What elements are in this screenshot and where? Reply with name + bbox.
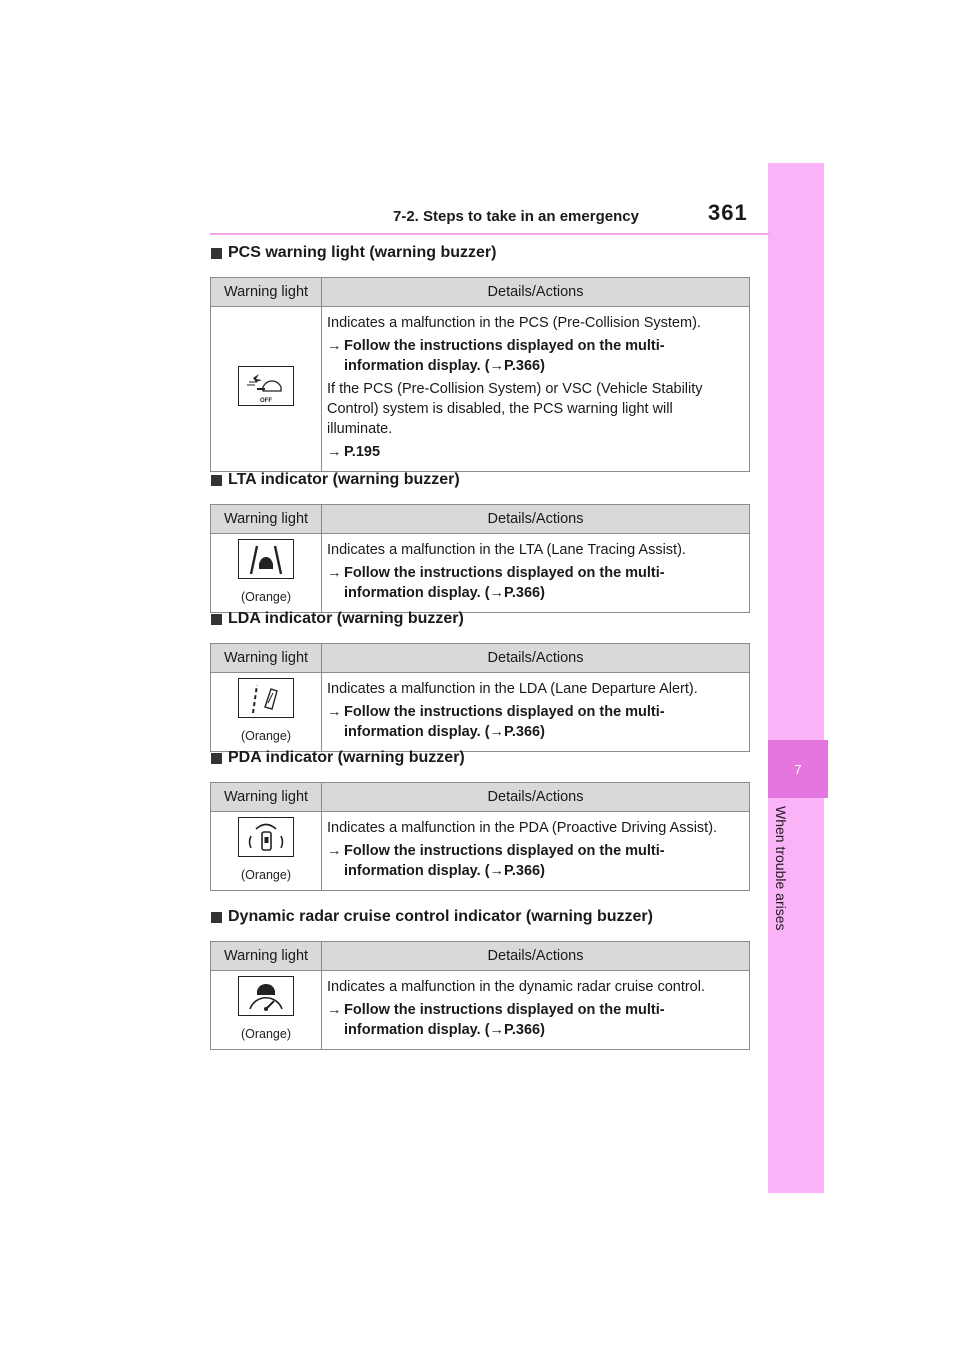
action-line: → Follow the instructions displayed on the multi-information display. (→P.366): [327, 843, 665, 879]
col-header-details: Details/Actions: [322, 278, 750, 307]
square-bullet-icon: [211, 912, 222, 923]
color-label: (Orange): [240, 590, 292, 604]
detail-text: Indicates a malfunction in the LDA (Lane Departure Alert).: [327, 681, 698, 697]
col-header-warning-light: Warning light: [211, 942, 322, 971]
lta-icon: [238, 539, 294, 579]
icon-cell: [211, 812, 322, 891]
section-title: LDA indicator (warning buzzer): [210, 606, 750, 632]
detail-text: Indicates a malfunction in the PDA (Proactive Driving Assist).: [327, 820, 718, 836]
warning-table: [210, 277, 750, 472]
action-line: → Follow the instructions displayed on the multi-information display. (→P.366): [327, 1002, 665, 1038]
details-cell: [322, 971, 750, 1050]
col-header-details: Details/Actions: [322, 942, 750, 971]
section-title: PCS warning light (warning buzzer): [210, 240, 750, 266]
section-pcs: [210, 240, 750, 472]
icon-cell: [211, 534, 322, 613]
details-cell: [322, 673, 750, 752]
warning-table: [210, 504, 750, 613]
radar-cruise-icon: [238, 976, 294, 1016]
chapter-number: 7: [794, 761, 802, 777]
chapter-side-strip: [768, 163, 824, 1193]
page-header-title: 7-2. Steps to take in an emergency: [393, 208, 639, 225]
warning-table: [210, 941, 750, 1050]
chapter-label: When trouble arises: [773, 806, 789, 931]
icon-cell: [211, 971, 322, 1050]
warning-table: [210, 782, 750, 891]
section-pda: [210, 745, 750, 891]
square-bullet-icon: [211, 753, 222, 764]
action-line: → Follow the instructions displayed on the multi-information display. (→P.366): [327, 704, 665, 740]
icon-cell: [211, 673, 322, 752]
section-radar-cruise: [210, 904, 750, 1050]
square-bullet-icon: [211, 248, 222, 259]
warning-table: [210, 643, 750, 752]
details-cell: [322, 307, 750, 472]
svg-text:OFF: OFF: [260, 398, 272, 404]
detail-text: Indicates a malfunction in the LTA (Lane Tracing Assist).: [327, 542, 686, 558]
detail-text: Indicates a malfunction in the dynamic radar cruise control.: [327, 979, 705, 995]
action-line: → P.195: [327, 444, 381, 460]
color-label: (Orange): [240, 729, 292, 743]
col-header-details: Details/Actions: [322, 783, 750, 812]
pda-icon: [238, 817, 294, 857]
lda-icon: [238, 678, 294, 718]
action-line: → Follow the instructions displayed on the multi-information display. (→P.366): [327, 338, 665, 374]
color-label: (Orange): [240, 1027, 292, 1041]
icon-cell: [211, 307, 322, 472]
col-header-warning-light: Warning light: [211, 783, 322, 812]
section-lta: [210, 467, 750, 613]
details-cell: [322, 534, 750, 613]
header-rule: [210, 233, 770, 235]
chapter-number-tab: [768, 740, 828, 798]
action-line: → Follow the instructions displayed on the multi-information display. (→P.366): [327, 565, 665, 601]
section-title: PDA indicator (warning buzzer): [210, 745, 750, 771]
section-lda: [210, 606, 750, 752]
page-number: 361: [708, 200, 748, 225]
col-header-details: Details/Actions: [322, 644, 750, 673]
section-title: Dynamic radar cruise control indicator (warning buzzer): [210, 904, 750, 930]
pcs-off-icon: [238, 366, 294, 406]
detail-text: If the PCS (Pre-Collision System) or VSC (Vehicle Stability Control) system is disabled, the PCS warning light will illuminate.: [327, 381, 703, 437]
color-label: (Orange): [240, 868, 292, 882]
details-cell: [322, 812, 750, 891]
detail-text: Indicates a malfunction in the PCS (Pre-Collision System).: [327, 315, 701, 331]
square-bullet-icon: [211, 475, 222, 486]
col-header-warning-light: Warning light: [211, 505, 322, 534]
square-bullet-icon: [211, 614, 222, 625]
col-header-warning-light: Warning light: [211, 278, 322, 307]
col-header-details: Details/Actions: [322, 505, 750, 534]
section-title: LTA indicator (warning buzzer): [210, 467, 750, 493]
col-header-warning-light: Warning light: [211, 644, 322, 673]
